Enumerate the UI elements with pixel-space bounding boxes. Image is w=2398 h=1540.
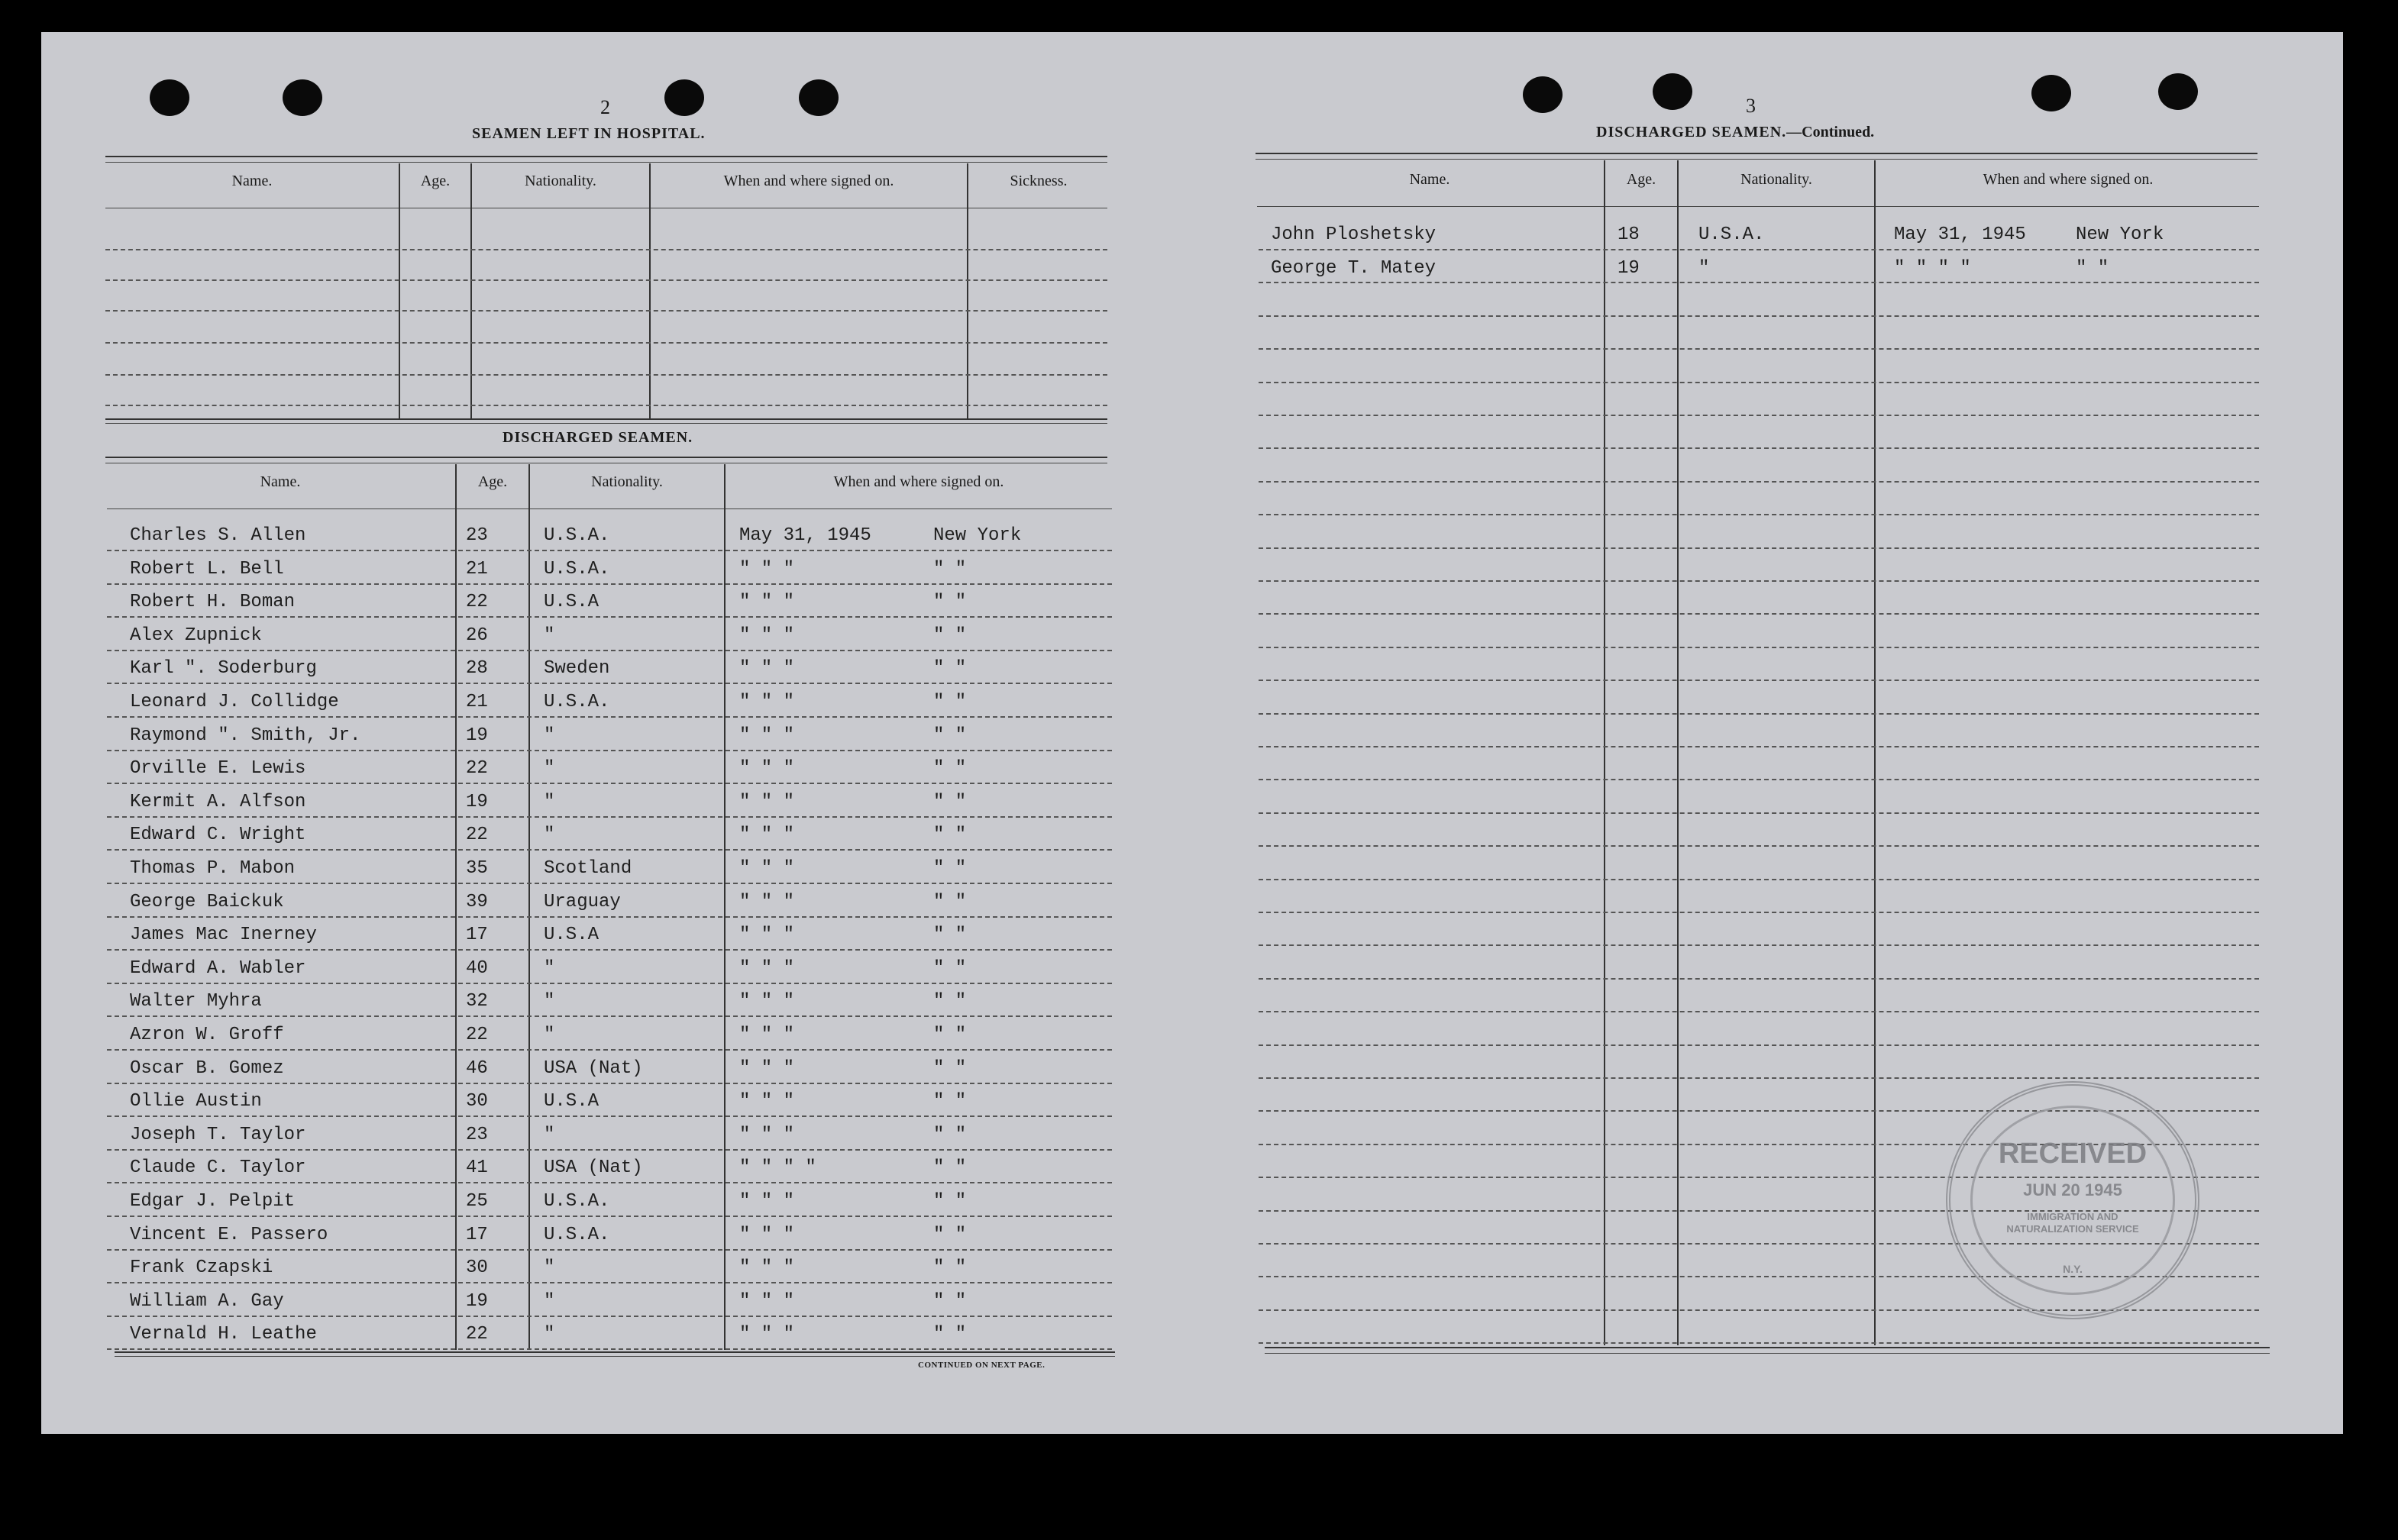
entry-line xyxy=(1259,978,2259,980)
entry-line xyxy=(105,310,1107,312)
seaman-age: 19 xyxy=(466,1291,488,1312)
signed-on-port: " " xyxy=(933,825,967,845)
signed-on-date: " " " xyxy=(739,658,795,679)
entry-line xyxy=(1259,1342,2259,1344)
signed-on-port: " " xyxy=(933,1324,967,1345)
seaman-name: Azron W. Groff xyxy=(130,1025,284,1045)
column-rule xyxy=(455,464,457,1350)
entry-line xyxy=(107,1182,1112,1183)
signed-on-port: " " xyxy=(933,892,967,912)
signed-on-port: " " xyxy=(933,925,967,945)
seaman-nationality: U.S.A xyxy=(544,925,600,945)
entry-line xyxy=(1259,249,2259,250)
seaman-name: Walter Myhra xyxy=(130,991,262,1012)
signed-on-port: " " xyxy=(933,1091,967,1112)
signed-on-port: " " xyxy=(933,1025,967,1045)
seaman-age: 19 xyxy=(466,725,488,746)
entry-line xyxy=(1259,812,2259,814)
seaman-name: Frank Czapski xyxy=(130,1258,273,1278)
entry-line xyxy=(1259,315,2259,317)
seaman-nationality: USA (Nat) xyxy=(544,1058,643,1079)
signed-on-port: " " xyxy=(933,1191,967,1212)
seaman-name: Edgar J. Pelpit xyxy=(130,1191,296,1212)
signed-on-port: " " xyxy=(2076,258,2109,279)
seaman-nationality: U.S.A. xyxy=(1698,224,1765,245)
entry-line xyxy=(1259,912,2259,913)
entry-line xyxy=(1259,282,2259,283)
discharged-header-age: Age. xyxy=(477,473,508,490)
seaman-nationality: " xyxy=(544,1025,555,1045)
continued-header-signed-on: When and where signed on. xyxy=(1983,171,2154,188)
rule xyxy=(105,418,1107,420)
seaman-name: Thomas P. Mabon xyxy=(130,858,296,879)
signed-on-date: " " " xyxy=(739,592,795,612)
signed-on-date: " " " xyxy=(739,858,795,879)
seaman-nationality: " xyxy=(544,1291,555,1312)
seaman-age: 25 xyxy=(466,1191,488,1212)
seaman-nationality: " xyxy=(544,792,555,812)
seaman-age: 23 xyxy=(466,525,488,546)
rule xyxy=(1265,1347,2270,1348)
seaman-nationality: U.S.A. xyxy=(544,1191,610,1212)
signed-on-port: " " xyxy=(933,692,967,712)
column-rule xyxy=(649,163,651,418)
seaman-nationality: Sweden xyxy=(544,658,610,679)
entry-line xyxy=(105,249,1107,250)
entry-line xyxy=(1259,481,2259,483)
entry-line xyxy=(107,1216,1112,1217)
rule xyxy=(115,1351,1115,1353)
seaman-nationality: " xyxy=(544,825,555,845)
rule xyxy=(1256,159,2257,160)
signed-on-port: " " xyxy=(933,559,967,580)
column-rule xyxy=(967,163,968,418)
entry-line xyxy=(107,1015,1112,1017)
signed-on-date: " " " xyxy=(739,792,795,812)
entry-line xyxy=(1259,1011,2259,1012)
title-continued: —Continued. xyxy=(1786,124,1875,140)
seaman-nationality: Uraguay xyxy=(544,892,621,912)
signed-on-port: " " xyxy=(933,1291,967,1312)
continued-header-nationality: Nationality. xyxy=(1740,171,1812,188)
seaman-age: 22 xyxy=(466,1025,488,1045)
seaman-name: John Ploshetsky xyxy=(1271,224,1437,245)
page-number: 2 xyxy=(600,96,610,118)
entry-line xyxy=(107,583,1112,585)
column-rule xyxy=(724,464,726,1350)
signed-on-date: " " " xyxy=(739,1225,795,1245)
entry-line xyxy=(107,849,1112,851)
entry-line xyxy=(105,279,1107,281)
seaman-name: Raymond ". Smith, Jr. xyxy=(130,725,361,746)
entry-line xyxy=(107,783,1112,784)
signed-on-date: May 31, 1945 xyxy=(739,525,871,546)
rule xyxy=(105,423,1107,424)
signed-on-port: " " xyxy=(933,725,967,746)
seaman-age: 22 xyxy=(466,825,488,845)
signed-on-date: " " " " xyxy=(739,1157,816,1178)
seaman-nationality: " xyxy=(544,991,555,1012)
title-text: DISCHARGED SEAMEN. xyxy=(1596,124,1787,140)
seaman-age: 22 xyxy=(466,758,488,779)
seaman-name: Oscar B. Gomez xyxy=(130,1058,284,1079)
seaman-nationality: " xyxy=(544,1258,555,1278)
column-rule xyxy=(470,163,472,418)
entry-line xyxy=(107,816,1112,818)
continued-header-age: Age. xyxy=(1626,171,1656,188)
signed-on-date: " " " xyxy=(739,725,795,746)
signed-on-date: " " " xyxy=(739,892,795,912)
signed-on-date: " " " xyxy=(739,692,795,712)
seaman-age: 26 xyxy=(466,625,488,646)
signed-on-port: " " xyxy=(933,658,967,679)
entry-line xyxy=(1259,415,2259,416)
signed-on-date: " " " xyxy=(739,1025,795,1045)
hospital-header-sickness: Sickness. xyxy=(1010,173,1068,189)
column-rule xyxy=(1604,160,1605,1345)
rule xyxy=(105,457,1107,458)
signed-on-port: " " xyxy=(933,1157,967,1178)
entry-line xyxy=(1259,447,2259,449)
seaman-name: Joseph T. Taylor xyxy=(130,1125,306,1145)
signed-on-port: " " xyxy=(933,858,967,879)
entry-line xyxy=(1259,779,2259,780)
entry-line xyxy=(1259,514,2259,515)
discharged-header-signed-on: When and where signed on. xyxy=(833,473,1004,490)
seaman-name: Vincent E. Passero xyxy=(130,1225,328,1245)
signed-on-port: New York xyxy=(2076,224,2164,245)
signed-on-date: May 31, 1945 xyxy=(1894,224,2026,245)
signed-on-port: " " xyxy=(933,1125,967,1145)
seaman-age: 19 xyxy=(466,792,488,812)
seaman-name: Kermit A. Alfson xyxy=(130,792,306,812)
entry-line xyxy=(1259,348,2259,350)
entry-line xyxy=(1259,1044,2259,1046)
seaman-name: Edward A. Wabler xyxy=(130,958,306,979)
hospital-header-signed-on: When and where signed on. xyxy=(723,173,894,189)
entry-line xyxy=(107,1348,1112,1350)
signed-on-date: " " " xyxy=(739,758,795,779)
seaman-nationality: " xyxy=(544,958,555,979)
entry-line xyxy=(107,616,1112,618)
punch-hole xyxy=(799,79,839,116)
seaman-name: William A. Gay xyxy=(130,1291,284,1312)
entry-line xyxy=(105,374,1107,376)
seaman-age: 35 xyxy=(466,858,488,879)
seaman-age: 19 xyxy=(1618,258,1640,279)
signed-on-date: " " " xyxy=(739,925,795,945)
discharged-section-title: DISCHARGED SEAMEN. xyxy=(503,429,693,446)
entry-line xyxy=(107,1149,1112,1151)
entry-line xyxy=(107,1316,1112,1317)
entry-line xyxy=(107,1083,1112,1084)
seaman-age: 17 xyxy=(466,1225,488,1245)
seaman-name: Karl ". Soderburg xyxy=(130,658,317,679)
seaman-nationality: " xyxy=(544,758,555,779)
signed-on-date: " " " xyxy=(739,1091,795,1112)
stamp-agency: IMMIGRATION AND NATURALIZATION SERVICE xyxy=(2006,1211,2139,1235)
seaman-nationality: USA (Nat) xyxy=(544,1157,643,1178)
entry-line xyxy=(1259,547,2259,549)
entry-line xyxy=(105,342,1107,344)
seaman-name: Leonard J. Collidge xyxy=(130,692,339,712)
entry-line xyxy=(107,1049,1112,1051)
seaman-age: 32 xyxy=(466,991,488,1012)
entry-line xyxy=(107,949,1112,951)
signed-on-port: New York xyxy=(933,525,1022,546)
entry-line xyxy=(107,1282,1112,1283)
signed-on-date: " " " xyxy=(739,625,795,646)
rule xyxy=(115,1356,1115,1357)
seaman-age: 30 xyxy=(466,1091,488,1112)
entry-line xyxy=(1259,1077,2259,1079)
signed-on-port: " " xyxy=(933,958,967,979)
entry-line xyxy=(107,883,1112,884)
discharged-header-nationality: Nationality. xyxy=(591,473,663,490)
entry-line xyxy=(1259,944,2259,946)
signed-on-date: " " " xyxy=(739,559,795,580)
entry-line xyxy=(1259,845,2259,847)
seaman-age: 30 xyxy=(466,1258,488,1278)
seaman-age: 21 xyxy=(466,692,488,712)
stamp-city: N.Y. xyxy=(2063,1263,2083,1275)
hospital-section-title: SEAMEN LEFT IN HOSPITAL. xyxy=(472,125,706,142)
rule xyxy=(105,156,1107,157)
received-stamp xyxy=(1946,1081,2199,1319)
signed-on-date: " " " xyxy=(739,991,795,1012)
entry-line xyxy=(107,1249,1112,1251)
entry-line xyxy=(107,550,1112,551)
seaman-nationality: " xyxy=(544,725,555,746)
entry-line xyxy=(1259,713,2259,715)
punch-hole xyxy=(1523,76,1563,113)
seaman-name: James Mac Inerney xyxy=(130,925,317,945)
column-rule xyxy=(399,163,400,418)
entry-line xyxy=(1259,382,2259,383)
seaman-age: 17 xyxy=(466,925,488,945)
discharged-continued-title xyxy=(1596,124,1874,141)
seaman-name: Robert L. Bell xyxy=(130,559,284,580)
hospital-header-age: Age. xyxy=(420,173,451,189)
entry-line xyxy=(107,1115,1112,1117)
seaman-name: George Baickuk xyxy=(130,892,284,912)
signed-on-date: " " " xyxy=(739,1058,795,1079)
signed-on-date: " " " xyxy=(739,1258,795,1278)
column-rule xyxy=(1874,160,1876,1345)
signed-on-port: " " xyxy=(933,625,967,646)
seaman-nationality: " xyxy=(544,1324,555,1345)
seaman-name: Orville E. Lewis xyxy=(130,758,306,779)
seaman-age: 23 xyxy=(466,1125,488,1145)
entry-line xyxy=(1259,879,2259,880)
seaman-name: George T. Matey xyxy=(1271,258,1437,279)
column-rule xyxy=(1677,160,1679,1345)
signed-on-date: " " " xyxy=(739,1191,795,1212)
punch-hole xyxy=(2031,75,2071,111)
entry-line xyxy=(1259,580,2259,582)
punch-hole xyxy=(2158,73,2198,110)
signed-on-date: " " " xyxy=(739,825,795,845)
rule xyxy=(1257,206,2259,207)
entry-line xyxy=(1259,613,2259,615)
page-number: 3 xyxy=(1746,95,1756,117)
seaman-nationality: U.S.A. xyxy=(544,1225,610,1245)
hospital-header-name: Name. xyxy=(231,173,273,189)
stamp-received: RECEIVED xyxy=(1998,1138,2148,1170)
seaman-nationality: U.S.A. xyxy=(544,525,610,546)
rule xyxy=(107,508,1112,509)
entry-line xyxy=(105,405,1107,406)
rule xyxy=(1256,153,2257,154)
seaman-nationality: U.S.A. xyxy=(544,559,610,580)
signed-on-date: " " " " xyxy=(1894,258,1971,279)
seaman-name: Ollie Austin xyxy=(130,1091,262,1112)
seaman-name: Claude C. Taylor xyxy=(130,1157,306,1178)
entry-line xyxy=(107,716,1112,718)
signed-on-date: " " " xyxy=(739,1324,795,1345)
seaman-age: 22 xyxy=(466,592,488,612)
signed-on-port: " " xyxy=(933,991,967,1012)
seaman-age: 22 xyxy=(466,1324,488,1345)
seaman-age: 46 xyxy=(466,1058,488,1079)
signed-on-port: " " xyxy=(933,592,967,612)
signed-on-date: " " " xyxy=(739,958,795,979)
seaman-nationality: " xyxy=(544,1125,555,1145)
signed-on-port: " " xyxy=(933,1258,967,1278)
entry-line xyxy=(107,650,1112,651)
seaman-name: Charles S. Allen xyxy=(130,525,306,546)
continued-note: CONTINUED ON NEXT PAGE. xyxy=(918,1361,1045,1370)
seaman-age: 28 xyxy=(466,658,488,679)
seaman-age: 18 xyxy=(1618,224,1640,245)
entry-line xyxy=(107,983,1112,984)
signed-on-port: " " xyxy=(933,758,967,779)
seaman-age: 39 xyxy=(466,892,488,912)
entry-line xyxy=(1259,647,2259,648)
punch-hole xyxy=(150,79,189,116)
seaman-nationality: " xyxy=(1698,258,1710,279)
signed-on-port: " " xyxy=(933,1225,967,1245)
entry-line xyxy=(1259,746,2259,747)
seaman-nationality: Scotland xyxy=(544,858,632,879)
signed-on-date: " " " xyxy=(739,1291,795,1312)
entry-line xyxy=(107,683,1112,684)
entry-line xyxy=(107,916,1112,918)
seaman-name: Edward C. Wright xyxy=(130,825,306,845)
punch-hole xyxy=(1653,73,1692,110)
entry-line xyxy=(1259,680,2259,681)
rule xyxy=(105,162,1107,163)
stamp-date: JUN 20 1945 xyxy=(2023,1180,2122,1199)
punch-hole xyxy=(283,79,322,116)
hospital-header-nationality: Nationality. xyxy=(525,173,596,189)
column-rule xyxy=(528,464,530,1350)
seaman-name: Vernald H. Leathe xyxy=(130,1324,317,1345)
signed-on-date: " " " xyxy=(739,1125,795,1145)
seaman-name: Alex Zupnick xyxy=(130,625,262,646)
punch-hole xyxy=(664,79,704,116)
seaman-name: Robert H. Boman xyxy=(130,592,296,612)
seaman-nationality: " xyxy=(544,625,555,646)
signed-on-port: " " xyxy=(933,1058,967,1079)
entry-line xyxy=(107,750,1112,751)
seaman-age: 21 xyxy=(466,559,488,580)
seaman-age: 40 xyxy=(466,958,488,979)
seaman-nationality: U.S.A xyxy=(544,592,600,612)
seaman-nationality: U.S.A xyxy=(544,1091,600,1112)
continued-header-name: Name. xyxy=(1409,171,1450,188)
seaman-nationality: U.S.A. xyxy=(544,692,610,712)
rule xyxy=(1265,1353,2270,1354)
discharged-header-name: Name. xyxy=(260,473,301,490)
signed-on-port: " " xyxy=(933,792,967,812)
seaman-age: 41 xyxy=(466,1157,488,1178)
